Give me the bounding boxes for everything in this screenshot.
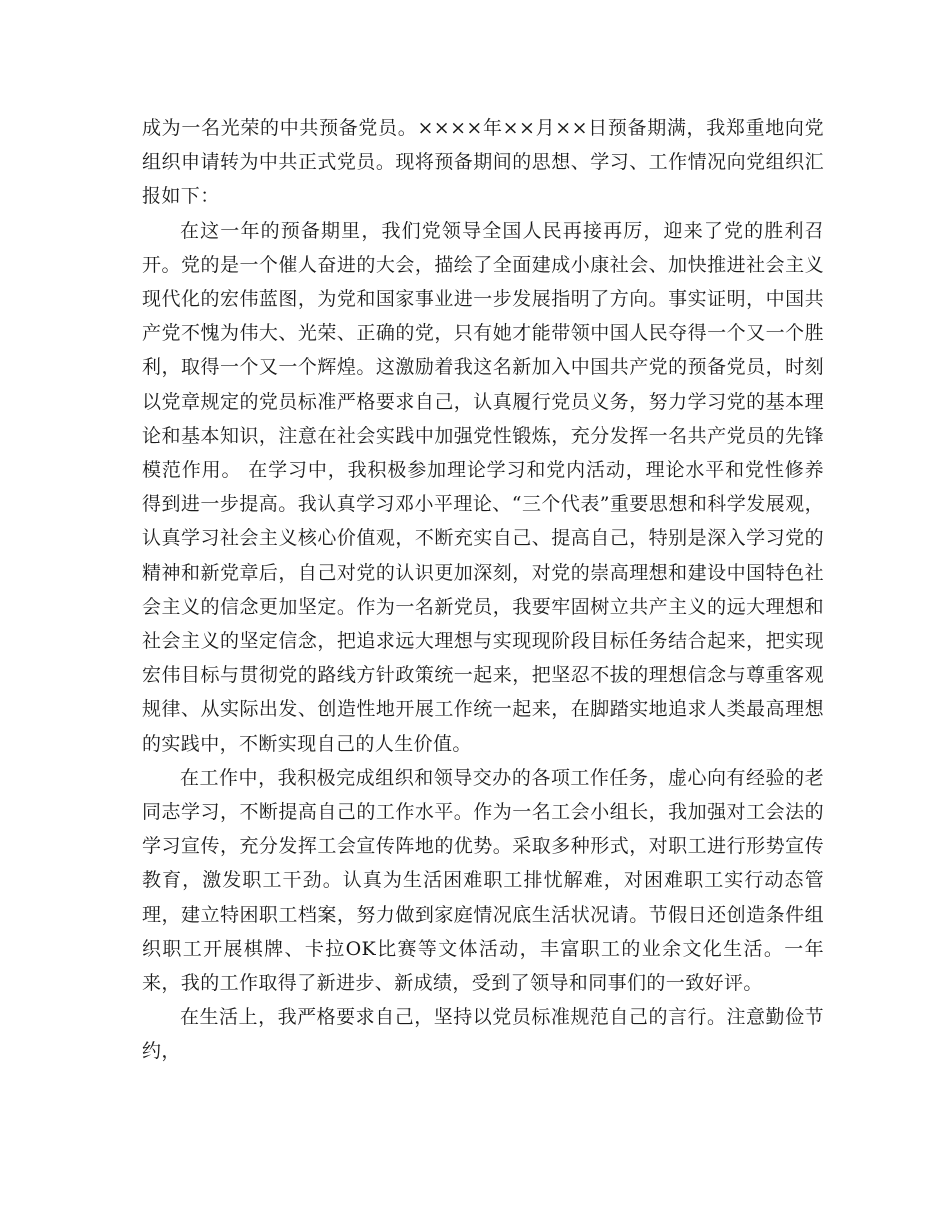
paragraph-intro: 成为一名光荣的中共预备党员。××××年××月××日预备期满，我郑重地向党组织申请转为中共正式党员。现将预备期间的思想、学习、工作情况向党组织汇报如下：: [142, 117, 824, 208]
paragraph-life: 在生活上，我严格要求自己，坚持以党员标准规范自己的言行。注意勤俭节约，: [142, 1006, 824, 1063]
paragraph-work: 在工作中，我积极完成组织和领导交办的各项工作任务，虚心向有经验的老同志学习，不断提高自己的工作水平。作为一名工会小组长，我加强对工会法的学习宣传，充分发挥工会宣传阵地的优势。采取多种形式，对职工进行形势宣传教育，激发职工干劲。认真为生活困难职工排忧解难，对困难职工实行动态管理，建立特困职工档案，努力做到家庭情况底生活状况请。节假日还创造条件组织职工开展棋牌、卡拉OK比赛等文体活动，丰富职工的业余文化生活。一年来，我的工作取得了新进步、新成绩，受到了领导和同事们的一致好评。: [142, 766, 824, 995]
paragraph-thought-and-study: 在这一年的预备期里，我们党领导全国人民再接再厉，迎来了党的胜利召开。党的是一个催人奋进的大会，描绘了全面建成小康社会、加快推进社会主义现代化的宏伟蓝图，为党和国家事业进一步发展指明了方向。事实证明，中国共产党不愧为伟大、光荣、正确的党，只有她才能带领中国人民夺得一个又一个胜利，取得一个又一个辉煌。这激励着我这名新加入中国共产党的预备党员，时刻以党章规定的党员标准严格要求自己，认真履行党员义务，努力学习党的基本理论和基本知识，注意在社会实践中加强党性锻炼，充分发挥一名共产党员的先锋模范作用。 在学习中，我积极参加理论学习和党内活动，理论水平和党性修养得到进一步提高。我认真学习邓小平理论、“三个代表”重要思想和科学发展观，认真学习社会主义核心价值观，不断充实自己、提高自己，特别是深入学习党的精神和新党章后，自己对党的认识更加深刻，对党的崇高理想和建设中国特色社会主义的信念更加坚定。作为一名新党员，我要牢固树立共产主义的远大理想和社会主义的坚定信念，把追求远大理想与实现现阶段目标任务结合起来，把实现宏伟目标与贯彻党的路线方针政策统一起来，把坚忍不拔的理想信念与尊重客观规律、从实际出发、创造性地开展工作统一起来，在脚踏实地追求人类最高理想的实践中，不断实现自己的人生价值。: [142, 219, 824, 755]
document-body: [142, 111, 824, 1069]
